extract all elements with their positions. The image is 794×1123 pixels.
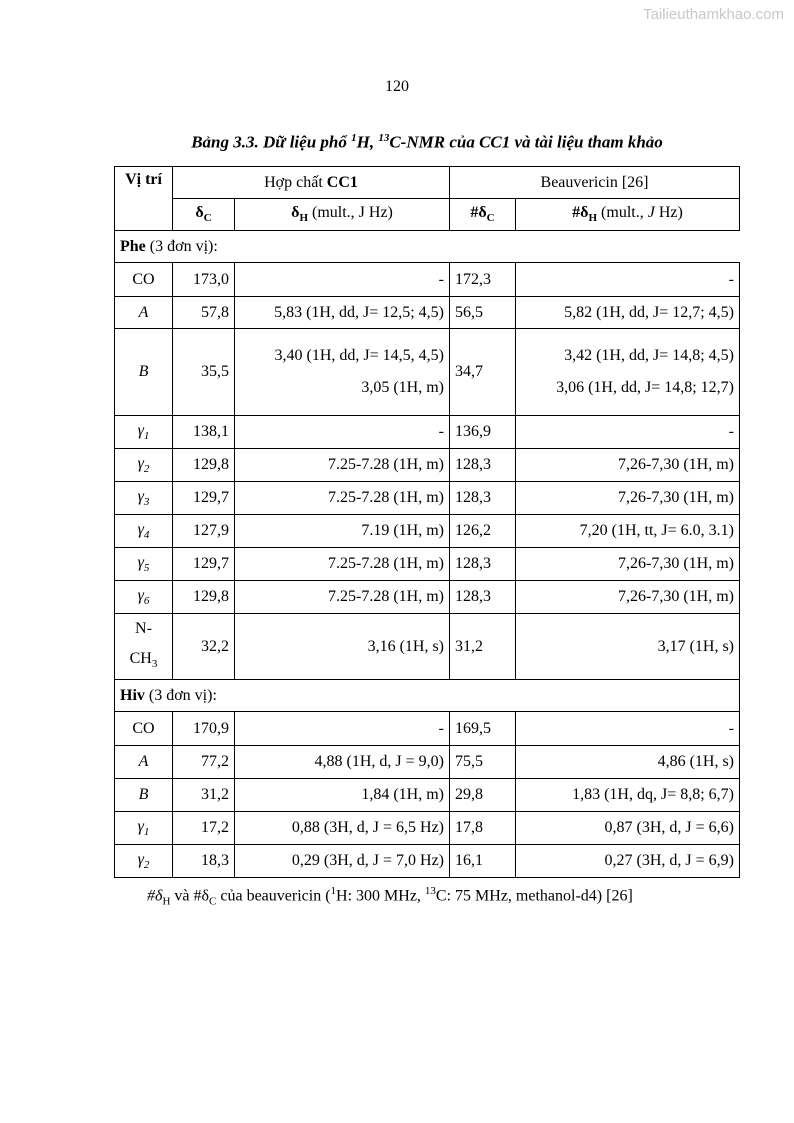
table-row: $\gamma_2$ 18,3 0,29 (3H, d, J = 7,0 Hz) 16,1 0,27 (3H, d, J = 6,9)	[115, 845, 740, 878]
table-row: B 35,5 3,40 (1H, dd, J= 14,5, 4,5) 3,05 (1H, m) 34,7 3,42 (1H, dd, J= 14,8; 4,5) 3,06 (1H, dd, J= 14,8; 12,7)	[115, 329, 740, 416]
table-row: $\gamma_3$ 129,7 7.25-7.28 (1H, m) 128,3 7,26-7,30 (1H, m)	[115, 482, 740, 515]
table-row: A 57,8 5,83 (1H, dd, J= 12,5; 4,5) 56,5 5,82 (1H, dd, J= 12,7; 4,5)	[115, 297, 740, 329]
header-ref-delta-h: $\#\delta_H$ (mult., J Hz)	[516, 199, 740, 231]
header-reference: Beauvericin [26]	[450, 167, 740, 199]
section-hiv: Hiv (3 đơn vị):	[115, 680, 740, 712]
table-footnote: $\#\delta_H$ và $\#\delta_C$ của beauvericin ($^1$H: 300 MHz, $^{13}$C: 75 MHz, methanol-d4) [26]	[147, 885, 633, 908]
table-row: CO 170,9 - 169,5 -	[115, 712, 740, 746]
watermark: Tailieuthamkhao.com	[643, 6, 784, 23]
table-caption: Bảng 3.3. Dữ liệu phổ $^1$H, $^{13}$C-NMR của CC1 và tài liệu tham khảo	[191, 132, 663, 152]
table-row: $\gamma_4$ 127,9 7.19 (1H, m) 126,2 7,20 (1H, tt, J= 6.0, 3.1)	[115, 515, 740, 548]
table-row: $\gamma_5$ 129,7 7.25-7.28 (1H, m) 128,3 7,26-7,30 (1H, m)	[115, 548, 740, 581]
table-row: $\gamma_1$ 138,1 - 136,9 -	[115, 416, 740, 449]
table-row: A 77,2 4,88 (1H, d, J = 9,0) 75,5 4,86 (1H, s)	[115, 746, 740, 779]
table-row: CO 173,0 - 172,3 -	[115, 263, 740, 297]
section-phe: Phe (3 đơn vị):	[115, 231, 740, 263]
nmr-data-table	[114, 166, 740, 878]
header-compound: Hợp chất CC1	[173, 167, 450, 199]
table-row: N- $CH_3$ 32,2 3,16 (1H, s) 31,2 3,17 (1H, s)	[115, 614, 740, 680]
header-delta-h: $\delta_H$ (mult., J Hz)	[235, 199, 450, 231]
table-row: $\gamma_2$ 129,8 7.25-7.28 (1H, m) 128,3 7,26-7,30 (1H, m)	[115, 449, 740, 482]
header-delta-c: $\delta_C$	[173, 199, 235, 231]
header-ref-delta-c: $\#\delta_C$	[450, 199, 516, 231]
header-position: Vị trí	[115, 167, 173, 231]
table-row: B 31,2 1,84 (1H, m) 29,8 1,83 (1H, dq, J= 8,8; 6,7)	[115, 779, 740, 812]
table-row: $\gamma_1$ 17,2 0,88 (3H, d, J = 6,5 Hz) 17,8 0,87 (3H, d, J = 6,6)	[115, 812, 740, 845]
page-number: 120	[385, 78, 409, 95]
table-row: $\gamma_6$ 129,8 7.25-7.28 (1H, m) 128,3 7,26-7,30 (1H, m)	[115, 581, 740, 614]
